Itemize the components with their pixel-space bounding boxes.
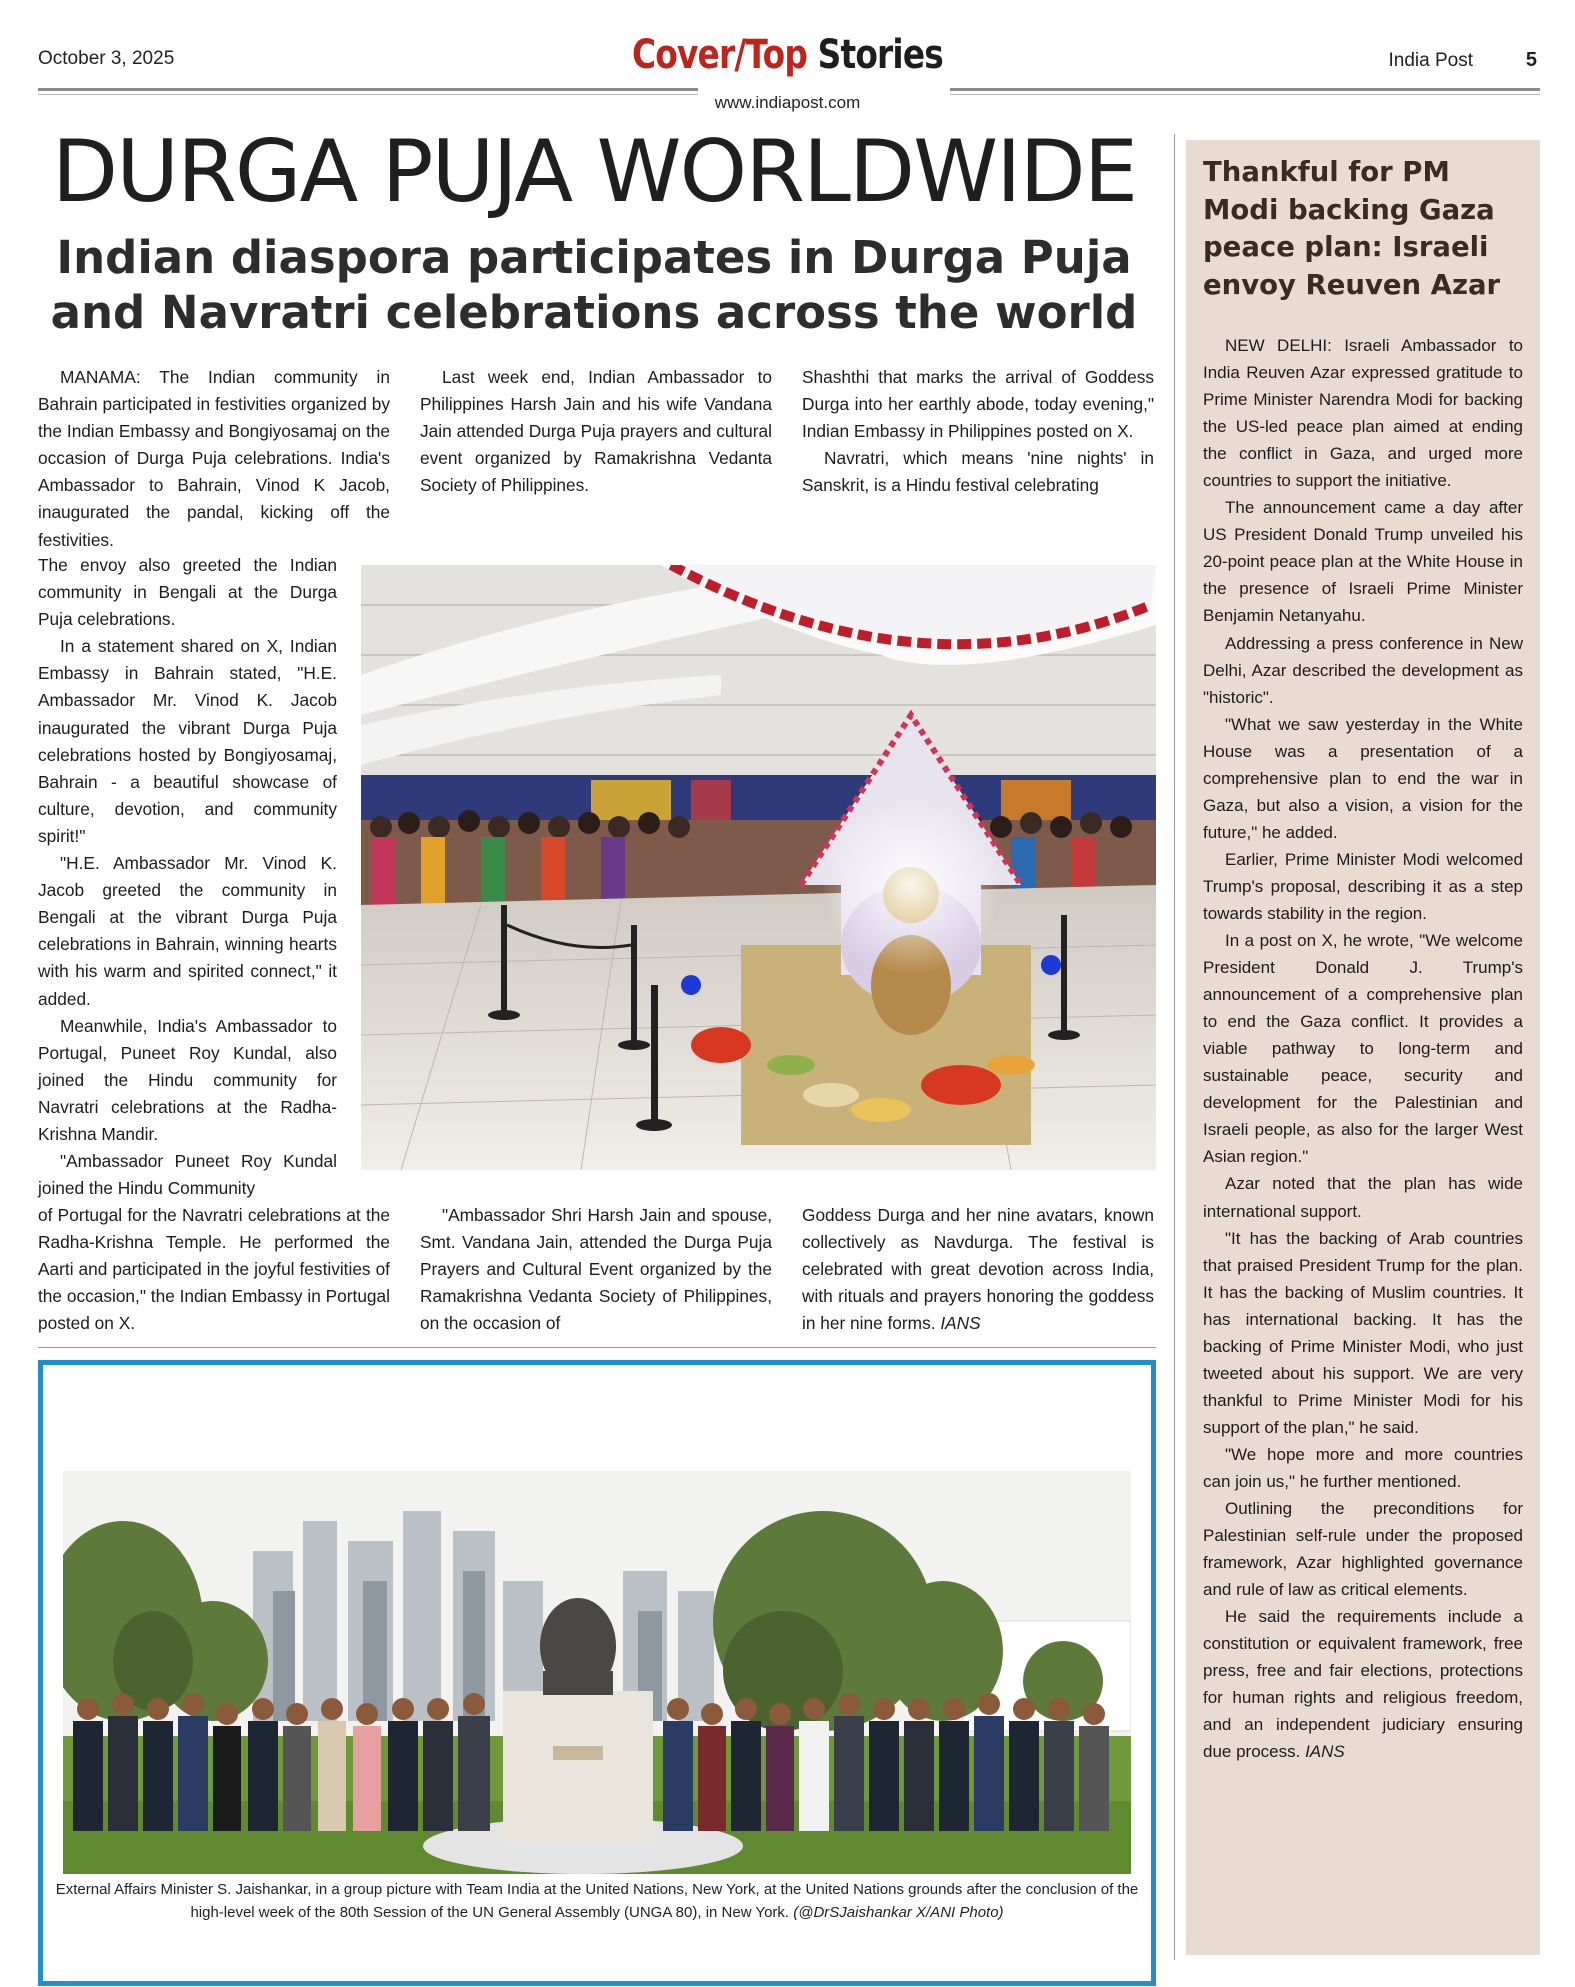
paragraph: Shashthi that marks the arrival of Goddess Durga into her earthly abode, today evening," Indian Embassy in Philippines posted on X.	[802, 367, 1154, 442]
section-title-part1: Cover/Top	[632, 32, 808, 78]
sidebar-story	[1186, 140, 1540, 1955]
photo-credit: (@DrSJaishankar X/ANI Photo)	[793, 1903, 1004, 1921]
story-column-2-top	[420, 364, 772, 499]
caption-text: External Affairs Minister S. Jaishankar, in a group picture with Team India at the United Nations, New York, at the United Nations grounds after the conclusion of the high-level week of the 80th Session of the UN General Assembly (UNGA 80), in New York.	[55, 1881, 1139, 1921]
paragraph: Last week end, Indian Ambassador to Philippines Harsh Jain and his wife Vandana Jain attended Durga Puja prayers and cultural event organized by Ramakrishna Vedanta Society of Philippines.	[420, 367, 772, 496]
paragraph: "Ambassador Puneet Roy Kundal joined the Hindu Community	[38, 1151, 337, 1199]
un-group-photo	[63, 1471, 1131, 1874]
section-title	[142, 32, 1434, 78]
paragraph	[1203, 1603, 1523, 1765]
section-divider	[38, 1347, 1156, 1348]
paragraph-text: Goddess Durga and her nine avatars, known collectively as Navdurga. The festival is celebrated with great devotion across India, with rituals and prayers honoring the goddess in her nine forms.	[802, 1205, 1154, 1334]
paragraph: "Ambassador Shri Harsh Jain and spouse, Smt. Vandana Jain, attended the Durga Puja Prayers and Cultural Event organized by the Ramakrishna Vedanta Society of Philippines, on the occasion of	[420, 1205, 772, 1334]
issue-date: October 3, 2025	[38, 48, 175, 69]
main-subhead: Indian diaspora participates in Durga Puja and Navratri celebrations across the world	[50, 231, 1138, 339]
story-column-2-bottom	[420, 1202, 772, 1337]
paragraph: Outlining the preconditions for Palestinian self-rule under the proposed framework, Azar highlighted governance and rule of law as critical elements.	[1203, 1499, 1523, 1600]
photo-caption	[53, 1879, 1141, 1924]
website-url[interactable]: www.indiapost.com	[714, 93, 861, 112]
section-title-part2: Stories	[817, 32, 943, 78]
sidebar-divider	[1174, 134, 1175, 1960]
paragraph: MANAMA: The Indian community in Bahrain participated in festivities organized by the Indian Embassy and Bongiyosamaj on the occasion of Durga Puja celebrations. India's Ambassador to Bahrain, Vinod K Jacob, inaugurated the pandal, kicking off the festivities.	[38, 367, 390, 550]
paragraph: In a post on X, he wrote, "We welcome President Donald J. Trump's announcement of a comprehensive plan to end the Gaza conflict. It provides a viable pathway to long-term and sustainable peace, security and development for the Palestinian and Israeli people, as also for the larger West Asian region."	[1203, 931, 1523, 1167]
paragraph-text: He said the requirements include a constitution or equivalent framework, free press, free and fair elections, protections for human rights and religious freedom, and an independent judiciary ensuring due process.	[1203, 1607, 1523, 1762]
publication-name: India Post	[1388, 50, 1473, 71]
paragraph: "H.E. Ambassador Mr. Vinod K. Jacob greeted the community in Bengali at the vibrant Durga Puja celebrations in Bahrain, winning hearts with his warm and spirited connect," it added.	[38, 853, 337, 1009]
paragraph: The envoy also greeted the Indian community in Bengali at the Durga Puja celebrations.	[38, 555, 337, 630]
signoff: IANS	[1305, 1742, 1345, 1762]
paragraph: "It has the backing of Arab countries that praised President Trump for the plan. It has the backing of Muslim countries. It has international backing. It has the backing of Prime Minister Modi, who just tweeted about his support. We are very thankful to Prime Minister Modi for his support of the plan," he said.	[1203, 1228, 1523, 1437]
paragraph	[802, 1202, 1154, 1337]
sidebar-headline: Thankful for PM Modi backing Gaza peace plan: Israeli envoy Reuven Azar	[1203, 156, 1501, 301]
paragraph: "We hope more and more countries can join us," he further mentioned.	[1203, 1444, 1523, 1491]
paragraph: Earlier, Prime Minister Modi welcomed Trump's proposal, describing it as a step towards stability in the region.	[1203, 849, 1523, 923]
paragraph: Azar noted that the plan has wide international support.	[1203, 1174, 1523, 1221]
signoff: IANS	[940, 1313, 981, 1334]
story-column-3-top	[802, 364, 1154, 499]
un-photo-box	[38, 1360, 1156, 1986]
story-column-1-narrow	[38, 552, 337, 1202]
story-column-1-top	[38, 364, 390, 554]
paragraph: Navratri, which means 'nine nights' in Sanskrit, is a Hindu festival celebrating	[802, 448, 1154, 496]
paragraph: The announcement came a day after US President Donald Trump unveiled his 20-point peace plan at the White House in the presence of Israeli Prime Minister Benjamin Netanyahu.	[1203, 498, 1523, 626]
paragraph: Addressing a press conference in New Delhi, Azar described the development as "historic".	[1203, 633, 1523, 707]
sidebar-body	[1203, 332, 1523, 1765]
durga-puja-photo	[361, 565, 1156, 1170]
page-number: 5	[1525, 49, 1537, 71]
paragraph: NEW DELHI: Israeli Ambassador to India Reuven Azar expressed gratitude to Prime Minister Narendra Modi for backing the US-led peace plan aimed at ending the conflict in Gaza, and urged more countries to support the initiative.	[1203, 336, 1523, 491]
paragraph: of Portugal for the Navratri celebrations at the Radha-Krishna Temple. He performed the Aarti and participated in the joyful festivities of the occasion," the Indian Embassy in Portugal posted on X.	[38, 1205, 390, 1334]
paragraph: In a statement shared on X, Indian Embassy in Bahrain stated, "H.E. Ambassador Mr. Vinod K. Jacob inaugurated the vibrant Durga Puja celebrations hosted by Bongiyosamaj, Bahrain - a beautiful showcase of culture, devotion, and community spirit!"	[38, 636, 337, 846]
paragraph: "What we saw yesterday in the White House was a presentation of a comprehensive plan to end the war in Gaza, but also a vision, a vision for the future," he added.	[1203, 714, 1523, 842]
main-headline: DURGA PUJA WORLDWIDE	[51, 122, 1137, 222]
story-column-3-bottom	[802, 1202, 1154, 1337]
story-column-1-bottom	[38, 1202, 390, 1337]
paragraph: Meanwhile, India's Ambassador to Portugal, Puneet Roy Kundal, also joined the Hindu community for Navratri celebrations at the Radha-Krishna Mandir.	[38, 1015, 337, 1144]
